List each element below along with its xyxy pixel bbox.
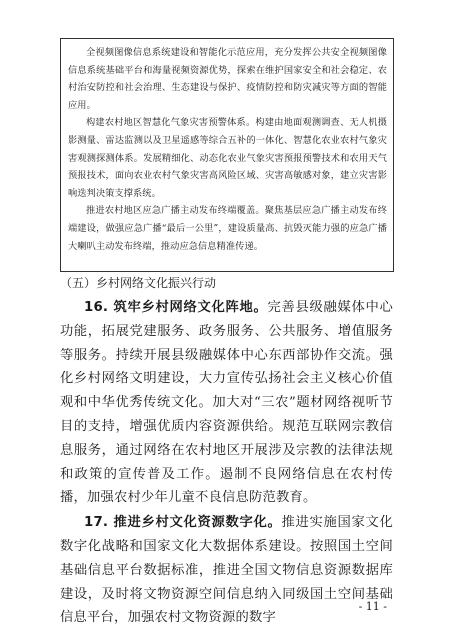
- item-17-text: 推进实施国家文化数字化战略和国家文化大数据体系建设。按照国土空间基础信息平台数据标准，推进全国文物信息资源数据库建设，及时将文物资源空间信息纳入同级国土空间基础信息平台，加强农村文物资源的数字: [60, 515, 393, 626]
- item-17-lead: 17. 推进乡村文化资源数字化。: [84, 515, 282, 531]
- info-box: [60, 38, 394, 272]
- item-16-text: 完善县级融媒体中心功能，拓展党建服务、政务服务、公共服务、增值服务等服务。持续开展县级融媒体中心东西部协作交流。强化乡村网络文明建设，大力宣传弘扬社会主义核心价值观和中华优秀传统文化。加大对“三农”题材网络视听节目的支持，增强优质内容资源供给。规范互联网宗教信息服务，通过网络在农村地区开展涉及宗教的法律法规和政策的宣传普及工作。遏制不良网络信息在农村传播，加强农村少年儿童不良信息防范教育。: [60, 300, 393, 506]
- box-paragraph-1: 全视频图像信息系统建设和智能化示范应用，充分发挥公共安全视频图像信息系统基础平台和海量视频资源优势，探索在维护国家安全和社会稳定、农村治安防控和社会治理、生态建设与保护、疫情防控和防灾减灾等方面的智能应用。: [68, 47, 387, 111]
- page-number: - 11 -: [358, 600, 387, 613]
- box-paragraph-3: 推进农村地区应急广播主动发布终端覆盖。聚焦基层应急广播主动发布终端建设，做强应急广播“最后一公里”，建设质量高、抗毁灭能力强的应急广播大喇叭主动发布终端，推动应急信息精准传递。: [68, 205, 387, 252]
- item-16: [60, 296, 393, 510]
- body-text: [60, 296, 393, 630]
- section-heading: （五）乡村网络文化振兴行动: [60, 276, 217, 290]
- box-paragraph-2: 构建农村地区智慧化气象灾害预警体系。构建由地面观测调查、无人机摄影测量、雷达监测以及卫星遥感等综合五补的一体化、智慧化农业农村气象灾害观测探测体系。发展精细化、动态化农业气象灾害预报预警技术和农用天气预报技术，面向农业农村气象灾害高风险区域、灾害高敏感对象，建立灾害影响迭判决策支撑系统。: [68, 117, 387, 199]
- item-16-lead: 16. 筑牢乡村网络文化阵地。: [84, 300, 268, 315]
- item-17: [60, 511, 393, 630]
